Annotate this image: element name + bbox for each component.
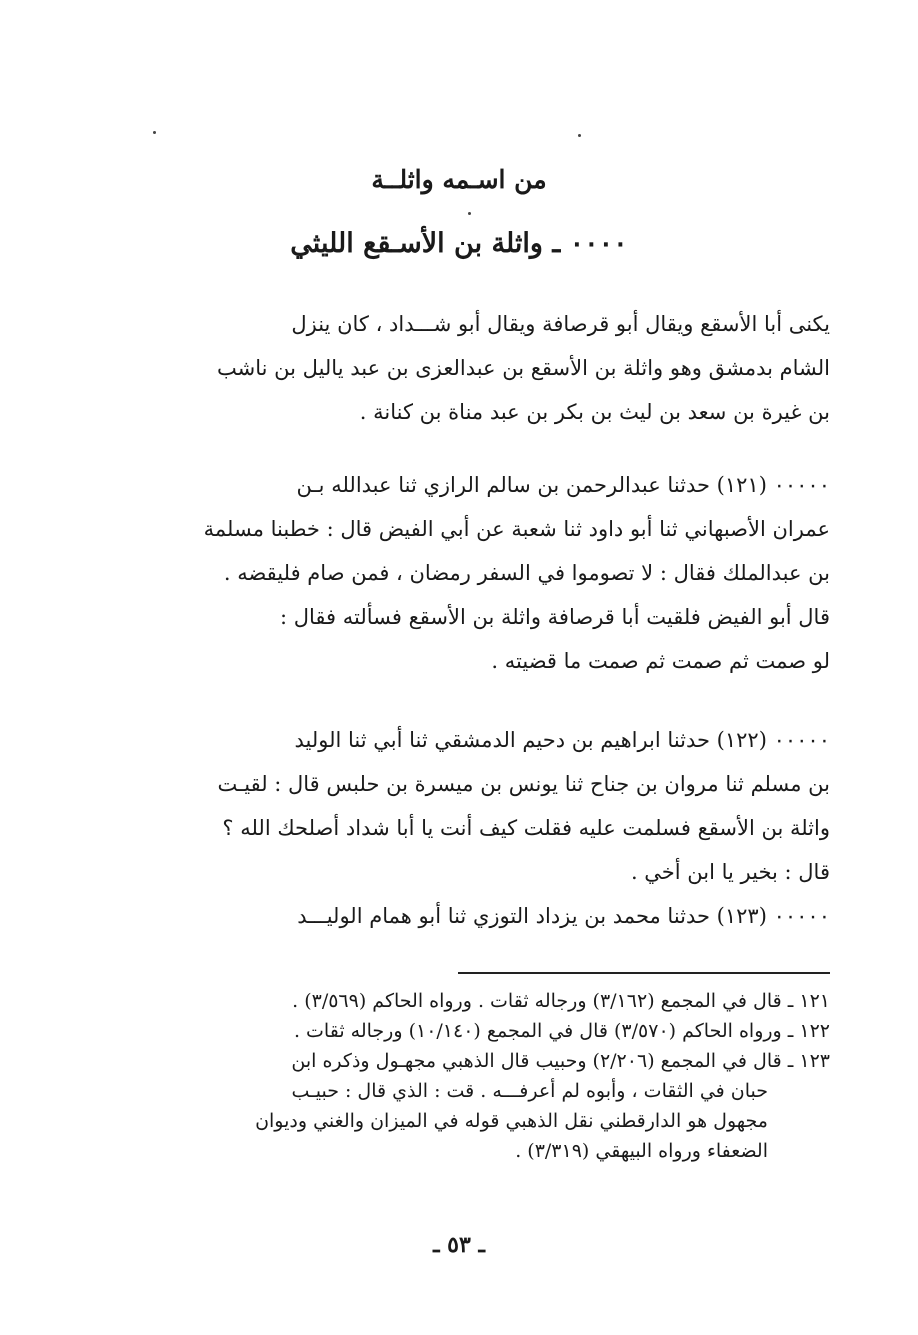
text-line: بن غيرة بن سعد بن ليث بن بكر بن عبد مناة بن كنانة . xyxy=(359,400,830,424)
footnote-123-continued: الضعفاء ورواه البيهقي (٣/٣١٩) . xyxy=(515,1140,768,1162)
text-line: ٠٠٠٠٠ (١٢١) حدثنا عبدالرحمن بن سالم الرازي ثنا عبدالله بـن xyxy=(296,473,830,497)
page-number: ـ ٥٣ ـ xyxy=(433,1232,485,1258)
scan-speck xyxy=(153,131,156,134)
text-line: بن عبدالملك فقال : لا تصوموا في السفر رمضان ، فمن صام فليقضه . xyxy=(223,561,830,585)
text-line: ٠٠٠٠٠ (١٢٣) حدثنا محمد بن يزداد التوزي ثنا أبو همام الوليـــد xyxy=(297,904,830,928)
text-line: قال أبو الفيض فلقيت أبا قرصافة واثلة بن الأسقع فسألته فقال : xyxy=(280,605,830,629)
scan-speck xyxy=(468,212,471,215)
footnote-123-continued: حبان في الثقات ، وأبوه لم أعرفـــه . قت : الذي قال : حبيـب xyxy=(291,1080,768,1102)
footnote-123-continued: مجهول هو الدارقطني نقل الذهبي قوله في الميزان والغني وديوان xyxy=(255,1110,768,1132)
footnotes xyxy=(110,986,830,1166)
hadith-122-123-paragraph xyxy=(120,718,830,938)
entry-title: ٠٠٠٠ ـ واثلة بن الأسـقع الليثي xyxy=(290,228,628,259)
footnote-123: ١٢٣ ـ قال في المجمع (٢/٢٠٦) وحبيب قال الذهبي مجهـول وذكره ابن xyxy=(291,1050,830,1072)
section-title: من اسـمه واثلــة xyxy=(371,165,547,194)
biography-paragraph xyxy=(120,302,830,434)
text-line: الشام بدمشق وهو واثلة بن الأسقع بن عبدالعزى بن عبد ياليل بن ناشب xyxy=(217,356,830,380)
text-line: لو صمت ثم صمت ثم صمت ما قضيته . xyxy=(491,649,830,673)
text-line: بن مسلم ثنا مروان بن جناح ثنا يونس بن ميسرة بن حلبس قال : لقيـت xyxy=(217,772,830,796)
footnote-122: ١٢٢ ـ ورواه الحاكم (٣/٥٧٠) قال في المجمع (١٠/١٤٠) ورجاله ثقات . xyxy=(293,1020,830,1042)
footnote-divider xyxy=(458,972,830,974)
footnote-121: ١٢١ ـ قال في المجمع (٣/١٦٢) ورجاله ثقات . ورواه الحاكم (٣/٥٦٩) . xyxy=(292,990,830,1012)
text-line: قال : بخير يا ابن أخي . xyxy=(630,860,830,884)
text-line: يكنى أبا الأسقع ويقال أبو قرصافة ويقال أبو شـــداد ، كان ينزل xyxy=(291,312,830,336)
text-line: واثلة بن الأسقع فسلمت عليه فقلت كيف أنت يا أبا شداد أصلحك الله ؟ xyxy=(222,816,830,840)
hadith-121-paragraph xyxy=(120,463,830,683)
scan-speck xyxy=(578,134,581,137)
text-line: ٠٠٠٠٠ (١٢٢) حدثنا ابراهيم بن دحيم الدمشقي ثنا أبي ثنا الوليد xyxy=(294,728,830,752)
text-line: عمران الأصبهاني ثنا أبو داود ثنا شعبة عن أبي الفيض قال : خطبنا مسلمة xyxy=(203,517,830,541)
